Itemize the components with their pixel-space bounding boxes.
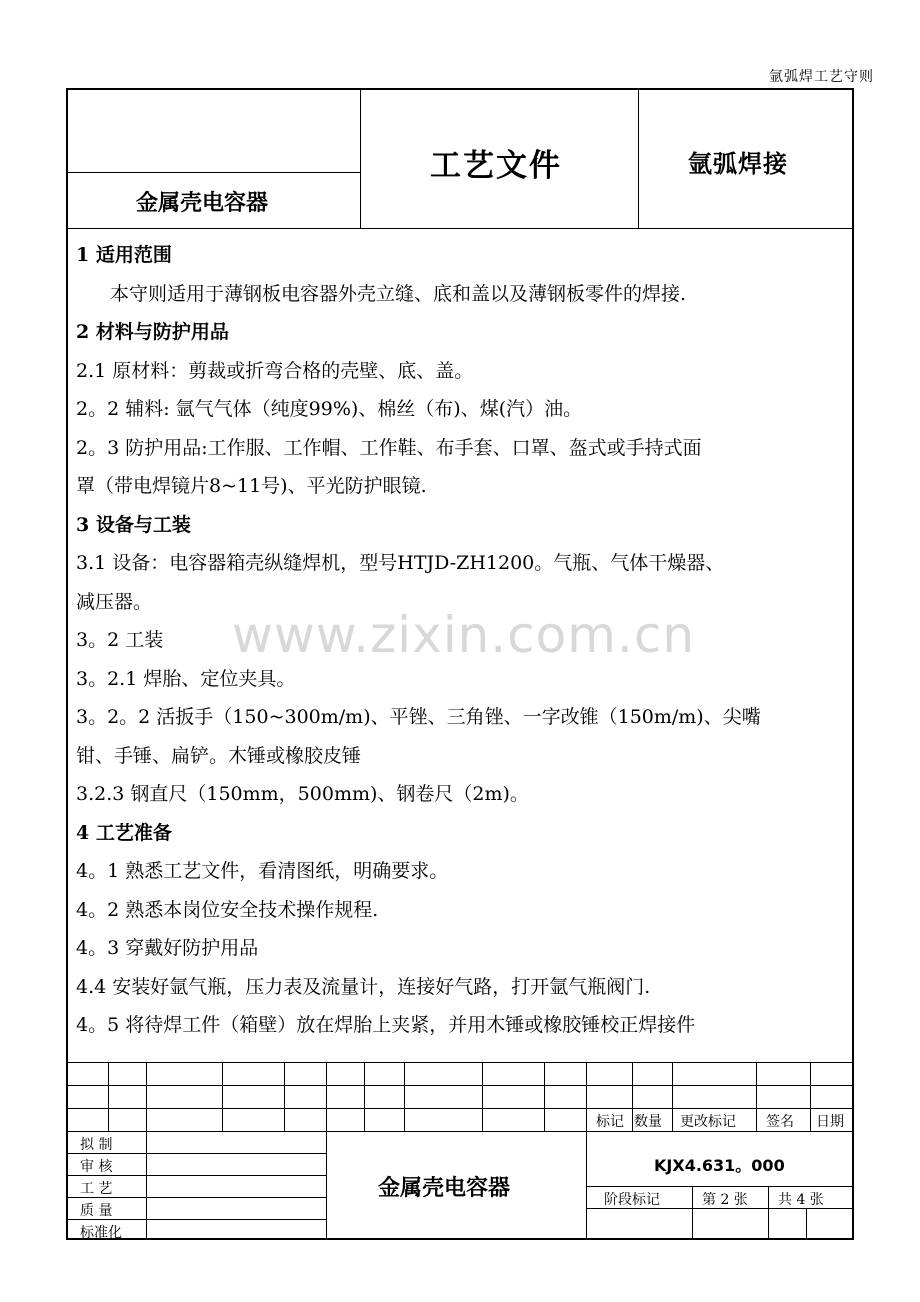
section-heading: 4 工艺准备 [76, 821, 172, 844]
body-line: 4。3 穿戴好防护用品 [76, 937, 259, 959]
body-line: 罩（带电焊镜片8~11号)、平光防护眼镜. [76, 475, 427, 497]
title-process-cell [638, 90, 852, 228]
body-line: 3.2.3 钢直尺（150mm，500mm)、钢卷尺（2m)。 [76, 783, 529, 805]
body-line: 3。2。2 活扳手（150~300m/m)、平锉、三角锉、一字改锥（150m/m)、尖嘴 [76, 706, 761, 728]
body-text [76, 236, 846, 1045]
body-line: 4。2 熟悉本岗位安全技术操作规程. [76, 898, 379, 921]
body-line: 2。2 辅料: 氩气气体（纯度99%)、棉丝（布)、煤(汽）油。 [76, 398, 583, 420]
rev-header-date: 日期 [816, 1114, 844, 1130]
sign-label-process: 工 艺 [80, 1181, 113, 1197]
body-line: 4。1 熟悉工艺文件，看清图纸，明确要求。 [76, 860, 449, 882]
document-frame [66, 88, 854, 1240]
footer-block [68, 1062, 852, 1239]
body-line: 2。3 防护用品:工作服、工作帽、工作鞋、布手套、口罩、盔式或手持式面 [76, 436, 702, 459]
body-line: 本守则适用于薄钢板电容器外壳立缝、底和盖以及薄钢板零件的焊接. [110, 282, 687, 305]
title-block [68, 90, 852, 229]
rev-header-change: 更改标记 [680, 1114, 736, 1130]
rev-header-mark: 标记 [596, 1114, 624, 1130]
title-doctype-cell [360, 90, 639, 228]
process-title: 氩弧焊接 [688, 149, 788, 178]
sign-label-review: 审 核 [80, 1159, 113, 1175]
body-line: 4.4 安装好氩气瓶，压力表及流量计，连接好气路，打开氩气瓶阀门. [76, 975, 651, 998]
section-heading: 1 适用范围 [76, 244, 172, 266]
body-line: 3.1 设备：电容器箱壳纵缝焊机，型号HTJD-ZH1200。气瓶、气体干燥器、 [76, 552, 725, 574]
sign-label-draft: 拟 制 [80, 1137, 113, 1153]
body-line: 3。2.1 焊胎、定位夹具。 [76, 667, 296, 690]
doc-type-title: 工艺文件 [430, 148, 562, 184]
body-line: 3。2 工装 [76, 629, 164, 651]
watermark: www.zixin.com.cn [232, 606, 696, 664]
product-title: 金属壳电容器 [136, 190, 269, 216]
section-heading: 2 材料与防护用品 [76, 321, 229, 343]
page-header: 氩弧焊工艺守则 [769, 69, 874, 85]
sign-label-standard: 标准化 [80, 1225, 122, 1241]
sign-label-quality: 质 量 [80, 1203, 113, 1219]
sheet-number: 第 2 张 [702, 1192, 748, 1208]
doc-code: KJX4.631。000 [654, 1156, 785, 1175]
stage-label: 阶段标记 [604, 1192, 660, 1208]
rev-header-sign: 签名 [766, 1114, 794, 1130]
sheet-total: 共 4 张 [778, 1192, 824, 1208]
title-product-cell [68, 90, 361, 228]
title-split-line [68, 172, 360, 173]
section-heading: 3 设备与工装 [76, 513, 191, 536]
footer-product-name: 金属壳电容器 [378, 1175, 511, 1201]
rev-header-qty: 数量 [634, 1114, 662, 1130]
body-line: 2.1 原材料：剪裁或折弯合格的壳壁、底、盖。 [76, 359, 474, 382]
body-line: 减压器。 [76, 590, 153, 613]
body-line: 4。5 将待焊工件（箱壁）放在焊胎上夹紧，并用木锤或橡胶锤校正焊接件 [76, 1014, 696, 1036]
body-line: 钳、手锤、扁铲。木锤或橡胶皮锤 [76, 744, 362, 767]
